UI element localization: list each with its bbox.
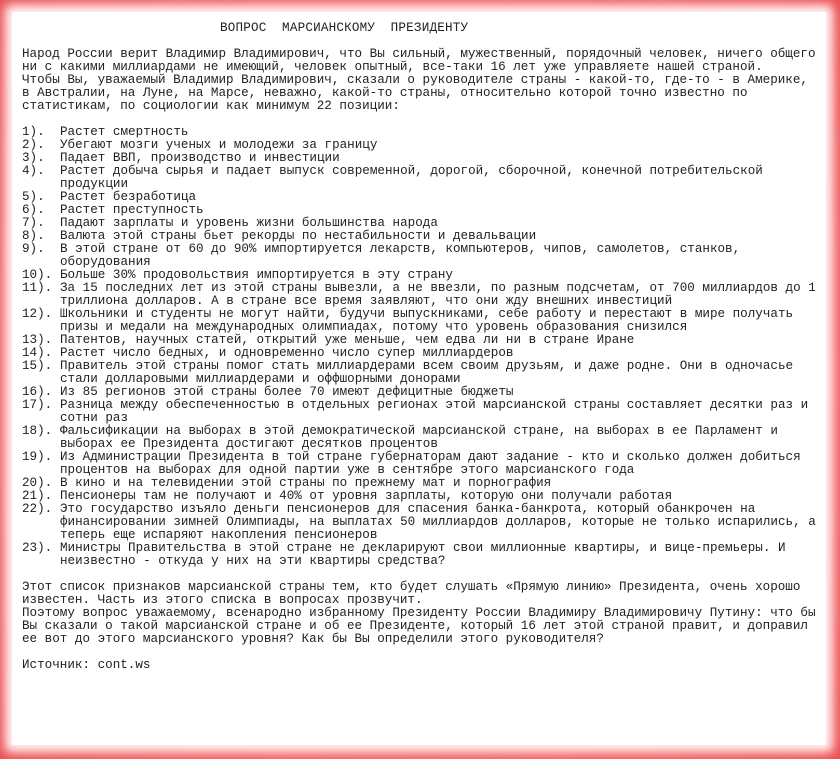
list-item-number: 2). — [22, 138, 45, 152]
list-item-text: Растет преступность — [60, 203, 204, 217]
list-item — [22, 308, 818, 334]
list-item-text: За 15 последних лет из этой страны вывезли, а не ввезли, по разным подсчетам, от 700 миллиардов до 1 триллиона долларов. А в стране все время заявляют, что они жду внешних инвестиций — [60, 281, 816, 308]
list-item-number: 3). — [22, 151, 45, 165]
list-item-number: 4). — [22, 164, 45, 178]
list-item-text: Растет число бедных, и одновременно число супер миллиардеров — [60, 346, 514, 360]
list-item — [22, 425, 818, 451]
list-item — [22, 243, 818, 269]
list-item-text: Школьники и студенты не могут найти, будучи выпускниками, себе работу и перестают в мире получать призы и медали на международных олимпиадах, потому что уровень образования снизился — [60, 307, 794, 334]
list-item-number: 22). — [22, 502, 53, 516]
list-item-number: 17). — [22, 398, 53, 412]
list-item-text: Из 85 регионов этой страны более 70 имеют дефицитные бюджеты — [60, 385, 514, 399]
list-item-text: Убегают мозги ученых и молодежи за границу — [60, 138, 378, 152]
list-item-text: В кино и на телевидении этой страны по прежнему мат и порнография — [60, 476, 552, 490]
list-item-text: Фальсификации на выборах в этой демократической марсианской стране, на выборах в ее Парламент и выборах ее Президента достигают десятков процентов — [60, 424, 778, 451]
list-item-text: Министры Правительства в этой стране не декларируют свои миллионные квартиры, и вице-премьеры. И неизвестно - откуда у них на эти квартиры средства? — [60, 541, 786, 568]
list-item-text: Из Администрации Президента в той стране губернаторам дают задание - кто и сколько должен добиться процентов на выборах для одной партии уже в сентябре этого марсианского года — [60, 450, 801, 477]
list-item-number: 19). — [22, 450, 53, 464]
list-item-number: 13). — [22, 333, 53, 347]
intro-paragraph-2: Чтобы Вы, уважаемый Владимир Владимирович, сказали о руководителе страны - какой-то, где-то - в Америке, в Австралии, на Луне, на Марсе, неважно, какой-то страны, относительно которой точно известно по статистикам, по социологии как минимум 22 позиции: — [22, 73, 808, 113]
source-line: Источник: cont.ws — [22, 658, 151, 672]
list-item-text: Это государство изъяло деньги пенсионеров для спасения банка-банкрота, который обанкрочен на финансировании зимней Олимпиады, на выплатах 50 миллиардов долларов, которые не только испарились, а теперь еще испаряют накопления пенсионеров — [60, 502, 816, 542]
list-item-text: Разница между обеспеченностью в отдельных регионах этой марсианской страны составляет десятки раз и сотни раз — [60, 398, 809, 425]
list-item-text: Правитель этой страны помог стать миллиардерами всем своим друзьям, и даже родне. Они в одночасье стали долларовыми миллиардерами и оффшорными донорами — [60, 359, 794, 386]
list-item — [22, 165, 818, 191]
list-item — [22, 542, 818, 568]
list-item — [22, 399, 818, 425]
list-item-text: Растет безработица — [60, 190, 197, 204]
list-item-number: 21). — [22, 489, 53, 503]
list-item-text: Падает ВВП, производство и инвестиции — [60, 151, 340, 165]
list-item-number: 15). — [22, 359, 53, 373]
list-item — [22, 451, 818, 477]
list-item-number: 1). — [22, 125, 45, 139]
list-item-text: Валюта этой страны бьет рекорды по нестабильности и девальвации — [60, 229, 537, 243]
list-item-number: 16). — [22, 385, 53, 399]
list-item — [22, 503, 818, 542]
numbered-list — [22, 126, 818, 568]
list-item-number: 11). — [22, 281, 53, 295]
list-item-text: Пенсионеры там не получают и 40% от уровня зарплаты, которую они получали работая — [60, 489, 673, 503]
intro-paragraph-1: Народ России верит Владимир Владимирович, что Вы сильный, мужественный, порядочный человек, ничего общего ни с какими миллиардами не имеющий, человек опытный, все-таки 16 лет уже управляете нашей страной. — [22, 47, 816, 74]
outro-paragraph-1: Этот список признаков марсианской страны тем, кто будет слушать «Прямую линию» Президента, очень хорошо известен. Часть из этого списка в вопросах прозвучит. — [22, 580, 801, 607]
list-item-text: Растет добыча сырья и падает выпуск современной, дорогой, сборочной, конечной потребительской продукции — [60, 164, 763, 191]
list-item — [22, 282, 818, 308]
list-item-number: 14). — [22, 346, 53, 360]
outro-paragraph-2: Поэтому вопрос уважаемому, всенародно избранному Президенту России Владимиру Владимировичу Путину: что бы Вы сказали о такой марсианской стране и об ее Президенте, который 16 лет этой страной правит, и доправил ее вот до этого марсианского уровня? Как бы Вы определили этого руководителя? — [22, 606, 816, 646]
list-item-number: 18). — [22, 424, 53, 438]
list-item-number: 9). — [22, 242, 45, 256]
list-item-number: 12). — [22, 307, 53, 321]
list-item-number: 6). — [22, 203, 45, 217]
list-item-number: 10). — [22, 268, 53, 282]
list-item-text: Падают зарплаты и уровень жизни большинства народа — [60, 216, 438, 230]
document-title: ВОПРОС МАРСИАНСКОМУ ПРЕЗИДЕНТУ — [220, 21, 469, 35]
list-item-text: Больше 30% продовольствия импортируется в эту страну — [60, 268, 453, 282]
list-item-text: В этой стране от 60 до 90% импортируется лекарств, компьютеров, чипов, самолетов, станков, оборудования — [60, 242, 741, 269]
list-item-text: Патентов, научных статей, открытий уже меньше, чем едва ли ни в стране Иране — [60, 333, 635, 347]
list-item-number: 20). — [22, 476, 53, 490]
list-item-number: 5). — [22, 190, 45, 204]
list-item-number: 23). — [22, 541, 53, 555]
document-page — [12, 12, 826, 745]
list-item-number: 7). — [22, 216, 45, 230]
list-item-number: 8). — [22, 229, 45, 243]
list-item — [22, 360, 818, 386]
list-item-text: Растет смертность — [60, 125, 189, 139]
